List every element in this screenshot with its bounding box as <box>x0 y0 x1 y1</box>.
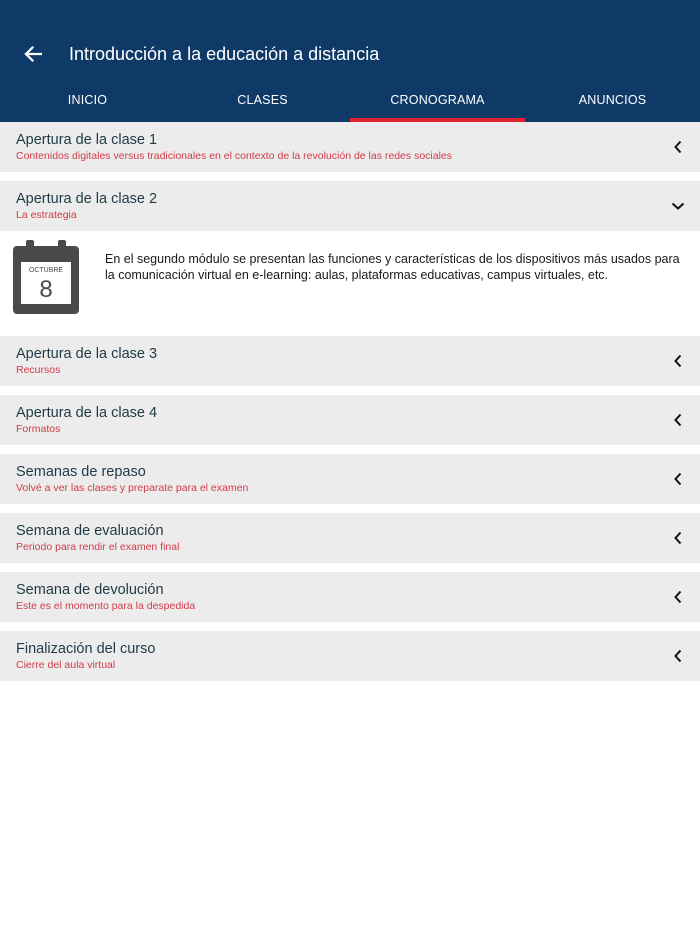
arrow-left-icon <box>24 45 42 63</box>
schedule-item[interactable] <box>0 181 700 231</box>
chevron-left-icon <box>673 531 683 545</box>
schedule-item[interactable] <box>0 122 700 172</box>
schedule-item-subtitle: Periodo para rendir el examen final <box>16 541 180 553</box>
app-bar <box>0 0 700 122</box>
page-title: Introducción a la educación a distancia <box>69 44 380 64</box>
schedule-item-title: Apertura de la clase 2 <box>16 191 158 207</box>
schedule-list <box>0 122 700 681</box>
schedule-item-subtitle: Volvé a ver las clases y preparate para el examen <box>16 482 249 494</box>
tab-label: ANUNCIOS <box>578 93 647 107</box>
schedule-item-title: Finalización del curso <box>16 641 156 657</box>
schedule-item-subtitle: Este es el momento para la despedida <box>16 600 196 612</box>
tab-label: INICIO <box>67 93 108 107</box>
chevron-left-icon <box>673 472 683 486</box>
calendar-month: OCTUBRE <box>28 267 64 274</box>
calendar-icon <box>13 240 79 314</box>
schedule-item-subtitle: Contenidos digitales versus tradicionales en el contexto de la revolución de las redes sociales <box>16 150 453 162</box>
tab-label: CRONOGRAMA <box>390 93 485 107</box>
schedule-item[interactable] <box>0 631 700 681</box>
tab-cronograma[interactable] <box>350 82 525 122</box>
chevron-left-icon <box>673 413 683 427</box>
schedule-item-title: Apertura de la clase 4 <box>16 405 158 421</box>
schedule-item-title: Semana de evaluación <box>16 523 164 539</box>
tab-label: CLASES <box>237 93 288 107</box>
schedule-item-detail <box>0 231 700 336</box>
chevron-down-icon <box>671 201 685 211</box>
tab-inicio[interactable] <box>0 82 175 122</box>
schedule-item-description: En el segundo módulo se presentan las funciones y características de los dispositivos más usados para la comunicación virtual en e-learning: aulas, plataformas educativas, campus virtuales, etc. <box>105 252 680 282</box>
back-button[interactable] <box>20 41 46 67</box>
schedule-item[interactable] <box>0 454 700 504</box>
schedule-item[interactable] <box>0 395 700 445</box>
schedule-item-title: Apertura de la clase 3 <box>16 346 158 362</box>
schedule-item-title: Semana de devolución <box>16 582 164 598</box>
tab-clases[interactable] <box>175 82 350 122</box>
chevron-left-icon <box>673 649 683 663</box>
schedule-item[interactable] <box>0 513 700 563</box>
schedule-item-subtitle: Recursos <box>16 364 61 376</box>
chevron-left-icon <box>673 590 683 604</box>
calendar-day: 8 <box>39 276 53 303</box>
tab-bar <box>0 82 700 122</box>
tab-anuncios[interactable] <box>525 82 700 122</box>
schedule-item-title: Apertura de la clase 1 <box>16 132 158 148</box>
chevron-left-icon <box>673 354 683 368</box>
chevron-left-icon <box>673 140 683 154</box>
schedule-item-subtitle: Formatos <box>16 423 61 435</box>
schedule-item-subtitle: Cierre del aula virtual <box>16 659 116 671</box>
schedule-item-subtitle: La estrategia <box>16 209 77 221</box>
schedule-item-title: Semanas de repaso <box>16 464 146 480</box>
schedule-item[interactable] <box>0 572 700 622</box>
schedule-item[interactable] <box>0 336 700 386</box>
